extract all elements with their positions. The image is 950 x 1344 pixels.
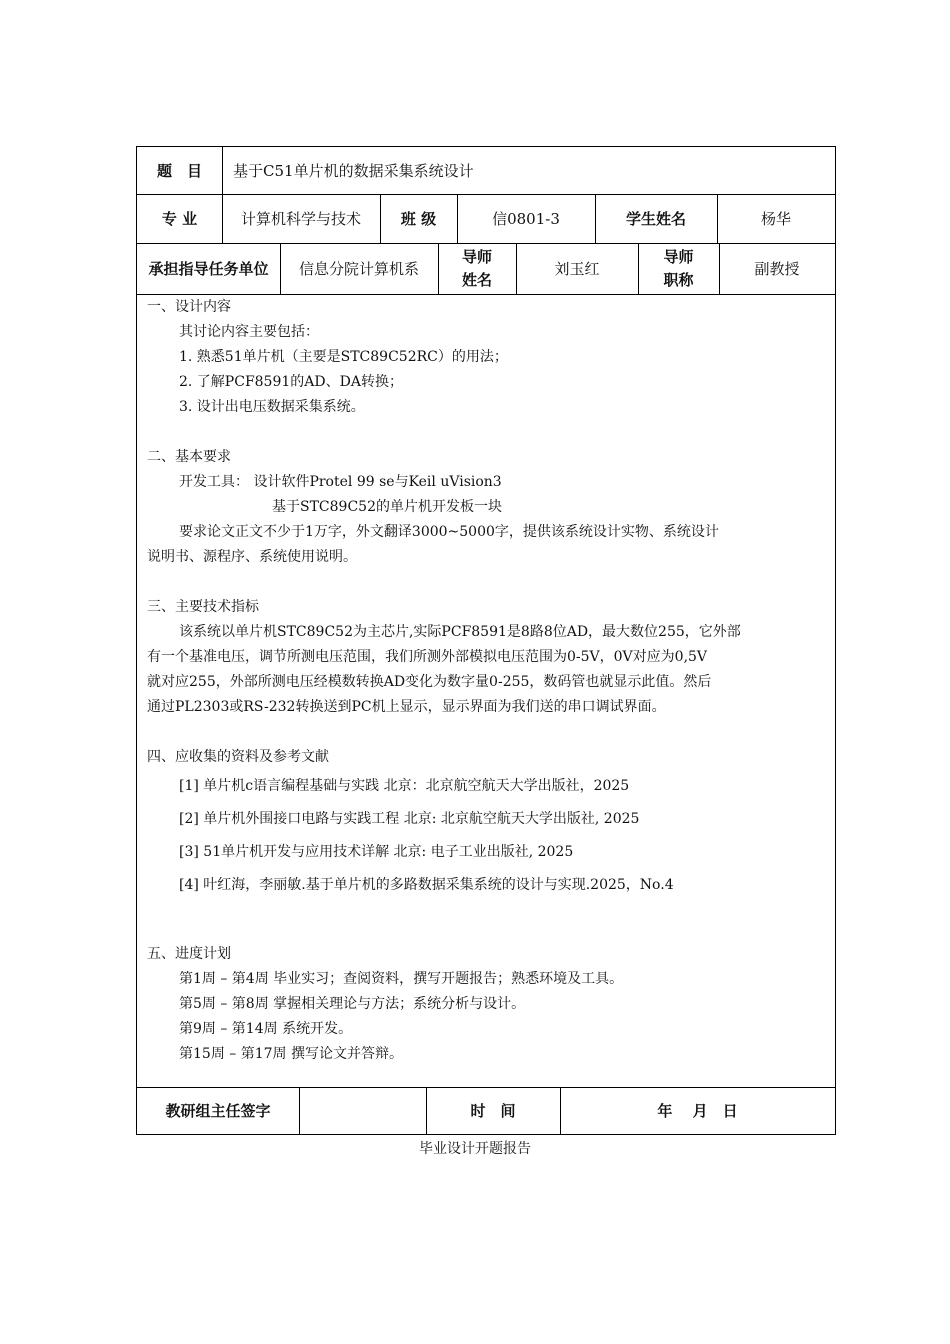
signature-label: 教研组主任签字: [165, 1102, 271, 1120]
title-label: 题 目: [156, 162, 202, 180]
tools-line: 基于STC89C52的单片机开发板一块: [272, 499, 502, 515]
rank-label-line2: 职称: [663, 270, 694, 289]
title-row: [137, 147, 835, 194]
unit-label: 承担指导任务单位: [148, 260, 269, 278]
schedule-item: 第1周 – 第4周 毕业实习；查阅资料，撰写开题报告；熟悉环境及工具。: [179, 971, 624, 987]
time-label: 时 间: [470, 1102, 516, 1120]
advisor-label: [438, 243, 516, 294]
design-item: 3. 设计出电压数据采集系统。: [179, 399, 365, 415]
class-label: 班 级: [400, 210, 437, 228]
title-value: 基于C51单片机的数据采集系统设计: [233, 162, 474, 180]
reference-item: [4] 叶红海，李丽敏.基于单片机的多路数据采集系统的设计与实现.2025，No.4: [179, 877, 674, 893]
schedule-item: 第5周 – 第8周 掌握相关理论与方法；系统分析与设计。: [179, 996, 526, 1012]
rank-value: 副教授: [754, 260, 800, 278]
major-value: 计算机科学与技术: [240, 210, 361, 228]
rank-label: [638, 243, 719, 294]
unit-value: 信息分院计算机系: [298, 260, 419, 278]
rank-label-line1: 导师: [663, 247, 694, 266]
schedule-item: 第9周 – 第14周 系统开发。: [179, 1021, 353, 1037]
major-row: [137, 194, 835, 243]
indicators-line: 有一个基准电压，调节所测电压范围，我们所测外部模拟电压范围为0-5V，0V对应为0,5V: [147, 649, 708, 665]
tools-line: 开发工具： 设计软件Protel 99 se与Keil uVision3: [179, 474, 502, 490]
section-indicators-title: 三、主要技术指标: [147, 599, 259, 615]
proposal-table: [136, 146, 836, 1135]
proposal-content: [147, 295, 830, 1067]
reference-item: [3] 51单片机开发与应用技术详解 北京: 电子工业出版社, 2025: [179, 844, 574, 860]
section-design-title: 一、设计内容: [147, 299, 231, 315]
date-field: 年 月 日: [657, 1102, 738, 1120]
page-footer: 毕业设计开题报告: [419, 1141, 531, 1157]
signature-field[interactable]: [299, 1087, 426, 1134]
section-design-intro: 其讨论内容主要包括：: [179, 324, 319, 340]
requirements-line: 说明书、源程序、系统使用说明。: [147, 549, 357, 565]
reference-item: [1] 单片机c语言编程基础与实践 北京：北京航空航天大学出版社，2025: [179, 778, 630, 794]
student-label: 学生姓名: [625, 210, 686, 228]
advisor-label-line1: 导师: [461, 247, 492, 266]
advisor-value: 刘玉红: [554, 260, 600, 278]
major-label: 专 业: [161, 210, 198, 228]
indicators-line: 就对应255，外部所测电压经模数转换AD变化为数字量0-255，数码管也就显示此值。然后: [147, 674, 712, 690]
section-schedule-title: 五、进度计划: [147, 946, 231, 962]
schedule-item: 第15周 – 第17周 撰写论文并答辩。: [179, 1046, 403, 1062]
signature-row: [137, 1087, 835, 1134]
class-value: 信0801-3: [492, 210, 560, 228]
advisor-label-line2: 姓名: [461, 270, 492, 289]
requirements-line: 要求论文正文不少于1万字，外文翻译3000~5000字，提供该系统设计实物、系统设计: [179, 524, 719, 540]
student-value: 杨华: [760, 210, 791, 228]
reference-item: [2] 单片机外围接口电路与实践工程 北京: 北京航空航天大学出版社, 2025: [179, 811, 640, 827]
design-item: 1. 熟悉51单片机（主要是STC89C52RC）的用法；: [179, 349, 508, 365]
indicators-line: 通过PL2303或RS-232转换送到PC机上显示，显示界面为我们送的串口调试界面。: [147, 699, 666, 715]
section-requirements-title: 二、基本要求: [147, 449, 231, 465]
design-item: 2. 了解PCF8591的AD、DA转换；: [179, 374, 403, 390]
advisor-row: [137, 243, 835, 294]
indicators-line: 该系统以单片机STC89C52为主芯片,实际PCF8591是8路8位AD，最大数位255，它外部: [179, 624, 741, 640]
section-references-title: 四、应收集的资料及参考文献: [147, 749, 329, 765]
